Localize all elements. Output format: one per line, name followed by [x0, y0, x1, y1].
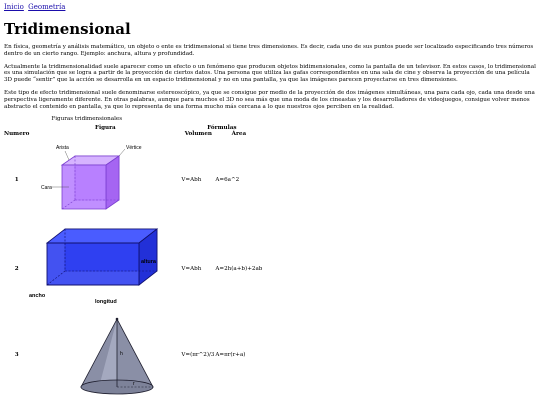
cone-apex [116, 318, 119, 321]
breadcrumb [4, 3, 536, 12]
cube-right-face [106, 156, 119, 209]
row-number: 2 [14, 266, 19, 273]
figures-table [4, 116, 262, 395]
prism-image [29, 223, 181, 315]
table-row [4, 315, 262, 395]
height-label: altura [141, 259, 157, 266]
width-label: ancho [29, 293, 46, 300]
cone-radius-label: r [133, 381, 136, 388]
breadcrumb-geometry-link[interactable]: Geometría [28, 3, 66, 11]
prism-figure [29, 223, 181, 315]
header-numero: Numero [4, 131, 30, 138]
intro-paragraph: En física, geometría y análisis matemático, un objeto o ente es tridimensional si tiene tres dimensiones. Es decir, cada uno de sus puntos puede ser localizado especificando tres números dentro de un cierto rango. Ejemplo: anchura, altura y profundidad. [4, 44, 534, 57]
table-row [4, 223, 262, 315]
cube-figure [29, 137, 181, 223]
volume-formula: V=Abh [181, 266, 202, 273]
header-area: Área [231, 131, 247, 138]
row-number: 3 [14, 352, 19, 359]
header-figura: Figura [95, 125, 116, 132]
volume-formula: V=Abh [181, 177, 202, 184]
projection-paragraph: Actualmente la tridimensionalidad suele aparecer como un efecto o un fenómeno que producen objetos bidimensionales, como la pantalla de un televisor. En estos casos, lo tridimensional es una simulación que se logra a partir de la proyección de ciertos datos. Una persona que utiliza las gafas correspondientes en una sala de cine y observa la proyección de una película 3D puede “sentir” que la acción se desarrolla en un espacio tridimensional y no en una pantalla, ya que las imágenes parecen proyectarse en tres dimensiones. [4, 63, 536, 84]
row-number: 1 [14, 177, 19, 184]
breadcrumb-home-link[interactable]: Inicio [4, 3, 24, 11]
header-formulas: Fórmulas [207, 125, 237, 132]
prism-top-face [47, 229, 157, 243]
length-label: longitud [95, 299, 118, 306]
vertex-pointer [119, 149, 125, 156]
cube-image [29, 137, 159, 223]
area-formula: A=πr(r+a) [215, 352, 246, 359]
area-formula: A=2h(a+b)+2ab [215, 266, 263, 273]
page-title: Tridimensional [4, 20, 131, 38]
cone-height-label: h [120, 351, 124, 358]
area-formula: A=6a^2 [215, 177, 240, 184]
edge-label: Arista [56, 145, 70, 152]
volume-formula: V=(πr^2)/3 [181, 352, 215, 359]
table-caption: Figuras tridimensionales [51, 116, 123, 123]
stereoscopic-paragraph: Este tipo de efecto tridimensional suele denominarse estereoscópico, ya que se consigue por medio de la proyección de dos imágenes simultáneas, una para cada ojo, cada una desde una perspectiva ligeramente diferente. En otras palabras, aunque para muchos el 3D no sea más que una moda de los cineastas y los desarrolladores de videojuegos, consigue volver menos abstracto el contenido en pantalla, ya que lo representa de una forma mucho más cercana a lo que nuestros ojos perciben en la realidad. [4, 89, 535, 110]
edge-pointer [65, 151, 69, 160]
cone-image [29, 315, 159, 395]
cone-figure [29, 315, 181, 395]
vertex-label: Vértice [126, 145, 142, 152]
table-row [4, 137, 262, 223]
header-volumen: Volumen [184, 131, 212, 138]
face-label: Cara [41, 185, 53, 192]
prism-front-face [47, 243, 139, 285]
